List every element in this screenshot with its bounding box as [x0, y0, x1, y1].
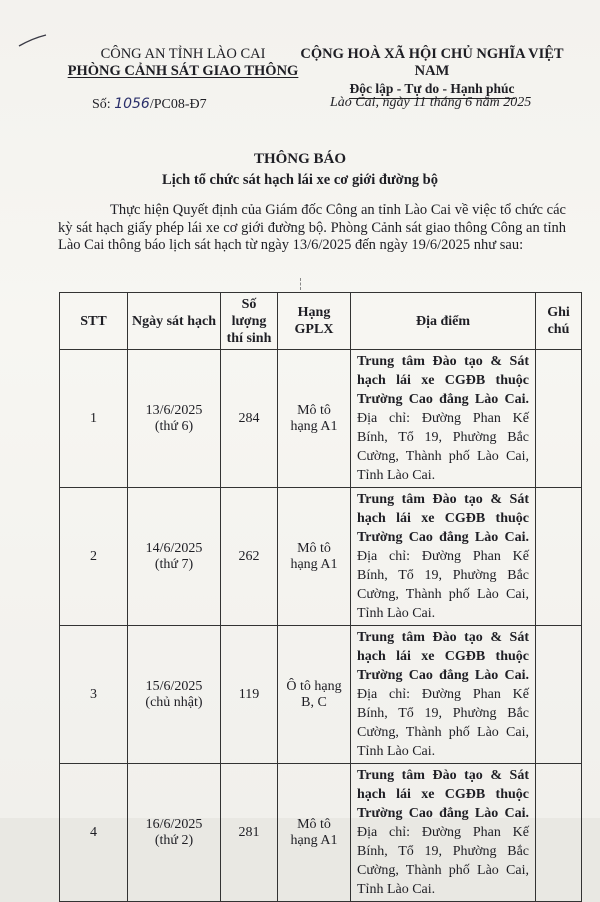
cell-date: [128, 626, 221, 764]
notice-subtitle: Lịch tổ chức sát hạch lái xe cơ giới đường bộ: [162, 172, 438, 188]
cell-count: 119: [221, 626, 278, 764]
venue-address: Địa chỉ: Đường Phan Kế Bính, Tổ 19, Phường Bắc Cường, Thành phố Lào Cai, Tỉnh Lào Cai.: [357, 411, 529, 483]
venue-name: Trung tâm Đào tạo & Sát hạch lái xe CGĐB thuộc Trường Cao đẳng Lào Cai.: [357, 768, 529, 821]
table-row: [60, 350, 582, 488]
docno-handwritten: 1056: [114, 96, 150, 112]
col-header-stt: STT: [60, 293, 128, 350]
table-row: [60, 764, 582, 902]
exam-weekday: (thứ 2): [154, 832, 194, 848]
cell-count: 262: [221, 488, 278, 626]
venue-address: Địa chỉ: Đường Phan Kế Bính, Tổ 19, Phường Bắc Cường, Thành phố Lào Cai, Tỉnh Lào Cai.: [357, 687, 529, 759]
venue-address: Địa chỉ: Đường Phan Kế Bính, Tổ 19, Phường Bắc Cường, Thành phố Lào Cai, Tỉnh Lào Cai.: [357, 549, 529, 621]
cell-stt: 3: [60, 626, 128, 764]
cell-stt: 4: [60, 764, 128, 902]
col-header-count: Số lượng thí sinh: [221, 293, 278, 350]
intro-paragraph: Thực hiện Quyết định của Giám đốc Công an tỉnh Lào Cai về việc tổ chức các kỳ sát hạch giấy phép lái xe cơ giới đường bộ. Phòng Cảnh sát giao thông Công an tỉnh Lào Cai thông báo lịch sát hạch từ ngày 13/6/2025 đến ngày 19/6/2025 như sau:: [58, 202, 566, 253]
col-header-license: Hạng GPLX: [278, 293, 351, 350]
agency-name: CÔNG AN TỈNH LÀO CAI: [100, 46, 266, 62]
cell-note: [536, 764, 582, 902]
cell-count: 281: [221, 764, 278, 902]
notice-title: THÔNG BÁO: [253, 151, 347, 167]
col-header-location: Địa điểm: [351, 293, 536, 350]
nation-name: CỘNG HOÀ XÃ HỘI CHỦ NGHĨA VIỆT NAM: [300, 46, 564, 79]
exam-date: 15/6/2025: [145, 678, 203, 694]
document-number: [92, 96, 207, 113]
pen-stroke-mark: [18, 34, 48, 48]
cell-note: [536, 488, 582, 626]
cell-license: Mô tô hạng A1: [278, 350, 351, 488]
cell-date: [128, 488, 221, 626]
cell-license: Mô tô hạng A1: [278, 764, 351, 902]
exam-date: 14/6/2025: [145, 540, 203, 556]
exam-date: 16/6/2025: [145, 816, 203, 832]
table-row: [60, 488, 582, 626]
cell-note: [536, 626, 582, 764]
cell-stt: 2: [60, 488, 128, 626]
cell-stt: 1: [60, 350, 128, 488]
exam-weekday: (chủ nhật): [145, 694, 203, 710]
nation-motto: Độc lập - Tự do - Hạnh phúc: [349, 80, 514, 99]
cell-location: [351, 764, 536, 902]
schedule-table: [59, 292, 582, 902]
table-header-row: [60, 293, 582, 350]
docno-prefix: Số:: [92, 97, 115, 112]
cell-license: Ô tô hạng B, C: [278, 626, 351, 764]
exam-weekday: (thứ 7): [154, 556, 194, 572]
col-header-date: Ngày sát hạch: [128, 293, 221, 350]
cell-location: [351, 488, 536, 626]
cell-location: [351, 626, 536, 764]
venue-name: Trung tâm Đào tạo & Sát hạch lái xe CGĐB thuộc Trường Cao đẳng Lào Cai.: [357, 630, 529, 683]
cell-location: [351, 350, 536, 488]
exam-weekday: (thứ 6): [154, 418, 194, 434]
fold-mark: [300, 278, 302, 290]
cell-note: [536, 350, 582, 488]
nation-header: [282, 46, 582, 99]
agency-header: [58, 46, 308, 80]
cell-date: [128, 350, 221, 488]
cell-count: 284: [221, 350, 278, 488]
department-name: PHÒNG CẢNH SÁT GIAO THÔNG: [67, 63, 299, 79]
col-header-note: Ghi chú: [536, 293, 582, 350]
venue-name: Trung tâm Đào tạo & Sát hạch lái xe CGĐB thuộc Trường Cao đẳng Lào Cai.: [357, 492, 529, 545]
venue-address: Địa chỉ: Đường Phan Kế Bính, Tổ 19, Phường Bắc Cường, Thành phố Lào Cai, Tỉnh Lào Cai.: [357, 825, 529, 897]
exam-date: 13/6/2025: [145, 402, 203, 418]
venue-name: Trung tâm Đào tạo & Sát hạch lái xe CGĐB thuộc Trường Cao đẳng Lào Cai.: [357, 354, 529, 407]
cell-date: [128, 764, 221, 902]
table-row: [60, 626, 582, 764]
cell-license: Mô tô hạng A1: [278, 488, 351, 626]
place-date: Lào Cai, ngày 11 tháng 6 năm 2025: [330, 95, 532, 110]
docno-suffix: /PC08-Đ7: [149, 97, 207, 112]
